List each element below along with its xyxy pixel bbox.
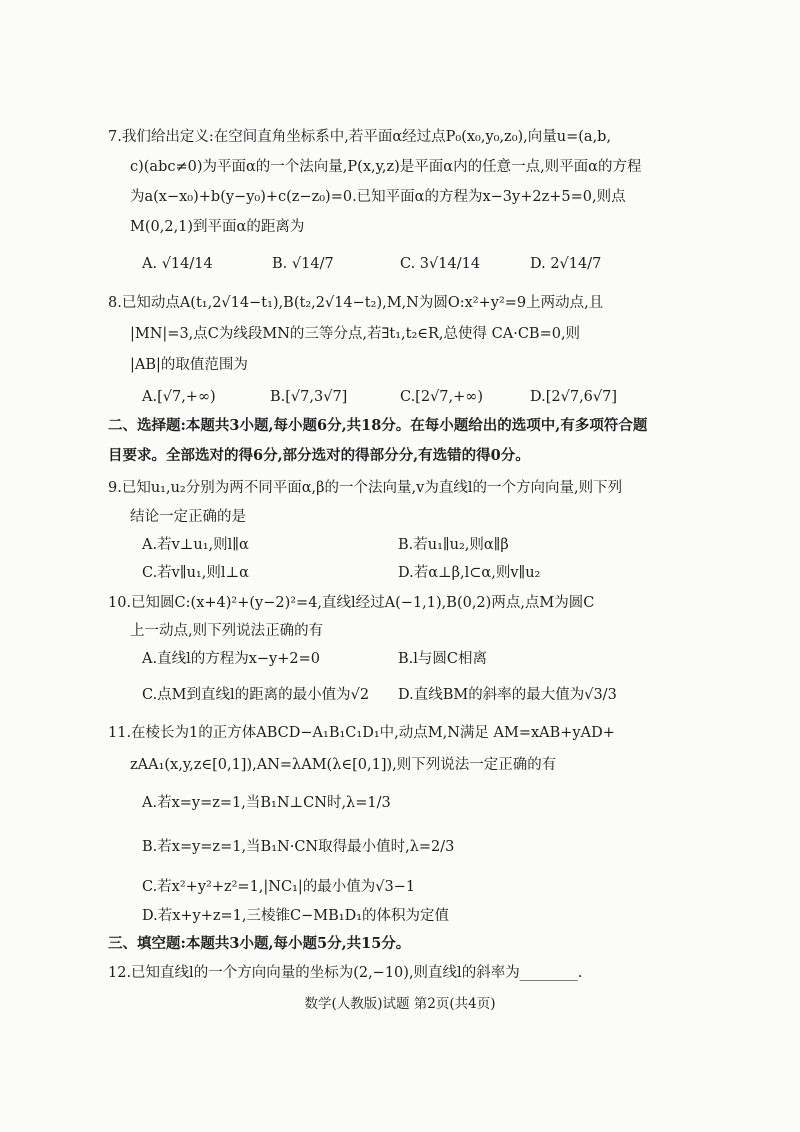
q11-line-1: 11.在棱长为1的正方体ABCD−A₁B₁C₁D₁中,动点M,N满足 AM=xAB+yAD+ bbox=[108, 725, 615, 741]
q8-line-1: 8.已知动点A(t₁,2√14−t₁),B(t₂,2√14−t₂),M,N为圆O:x²+y²=9上两动点,且 bbox=[108, 295, 604, 311]
q9-line-2: 结论一定正确的是 bbox=[130, 509, 246, 525]
q10-option-a: A.直线l的方程为x−y+2=0 bbox=[142, 651, 320, 667]
q12-text: 12.已知直线l的一个方向向量的坐标为(2,−10),则直线l的斜率为________. bbox=[108, 965, 583, 981]
q8-line-2: |MN|=3,点C为线段MN的三等分点,若∃t₁,t₂∈R,总使得 CA·CB=0,则 bbox=[130, 326, 581, 342]
q9-line-1: 9.已知u₁,u₂分别为两不同平面α,β的一个法向量,v为直线l的一个方向向量,则下列 bbox=[108, 480, 623, 496]
q11-line-2: zAA₁(x,y,z∈[0,1]),AN=λAM(λ∈[0,1]),则下列说法一定正确的有 bbox=[130, 757, 557, 773]
q8-option-c: C.[2√7,+∞) bbox=[400, 389, 484, 405]
q11-option-b: B.若x=y=z=1,当B₁N·CN取得最小值时,λ=2/3 bbox=[142, 839, 455, 855]
q7-option-b: B. √14/7 bbox=[272, 256, 334, 272]
q7-line-2: c)(abc≠0)为平面α的一个法向量,P(x,y,z)是平面α内的任意一点,则平面α的方程 bbox=[130, 159, 642, 175]
q10-option-c: C.点M到直线l的距离的最小值为√2 bbox=[142, 687, 370, 703]
q7-line-3: 为a(x−x₀)+b(y−y₀)+c(z−z₀)=0.已知平面α的方程为x−3y+2z+5=0,则点 bbox=[130, 189, 626, 205]
q10-line-1: 10.已知圆C:(x+4)²+(y−2)²=4,直线l经过A(−1,1),B(0,2)两点,点M为圆C bbox=[108, 595, 595, 611]
q8-option-b: B.[√7,3√7] bbox=[270, 389, 348, 405]
page-footer: 数学(人教版)试题 第2页(共4页) bbox=[304, 996, 496, 1012]
q7-option-a: A. √14/14 bbox=[142, 256, 213, 272]
q11-option-d: D.若x+y+z=1,三棱锥C−MB₁D₁的体积为定值 bbox=[142, 908, 450, 924]
q9-option-a: A.若v⊥u₁,则l∥α bbox=[142, 537, 249, 553]
q9-option-b: B.若u₁∥u₂,则α∥β bbox=[398, 537, 509, 553]
q10-option-b: B.l与圆C相离 bbox=[398, 651, 487, 667]
section3-header: 三、填空题:本题共3小题,每小题5分,共15分。 bbox=[108, 935, 411, 952]
q7-line-4: M(0,2,1)到平面α的距离为 bbox=[130, 219, 305, 235]
section2-header-line-2: 目要求。全部选对的得6分,部分选对的得部分分,有选错的得0分。 bbox=[108, 447, 530, 464]
q10-option-d: D.直线BM的斜率的最大值为√3/3 bbox=[398, 687, 617, 703]
q8-option-d: D.[2√7,6√7] bbox=[530, 389, 618, 405]
q7-line-1: 7.我们给出定义:在空间直角坐标系中,若平面α经过点P₀(x₀,y₀,z₀),向量u=(a,b, bbox=[108, 129, 612, 145]
q11-option-c: C.若x²+y²+z²=1,|NC₁|的最小值为√3−1 bbox=[142, 879, 416, 895]
section2-header-line-1: 二、选择题:本题共3小题,每小题6分,共18分。在每小题给出的选项中,有多项符合题 bbox=[108, 417, 648, 434]
q11-option-a: A.若x=y=z=1,当B₁N⊥CN时,λ=1/3 bbox=[142, 795, 391, 811]
q7-option-d: D. 2√14/7 bbox=[530, 256, 602, 272]
q8-line-3: |AB|的取值范围为 bbox=[130, 357, 248, 373]
q8-option-a: A.[√7,+∞) bbox=[142, 389, 216, 405]
q9-option-c: C.若v∥u₁,则l⊥α bbox=[142, 565, 249, 581]
q7-option-c: C. 3√14/14 bbox=[400, 256, 481, 272]
q10-line-2: 上一动点,则下列说法正确的有 bbox=[130, 623, 324, 639]
q9-option-d: D.若α⊥β,l⊂α,则v∥u₂ bbox=[398, 565, 541, 581]
